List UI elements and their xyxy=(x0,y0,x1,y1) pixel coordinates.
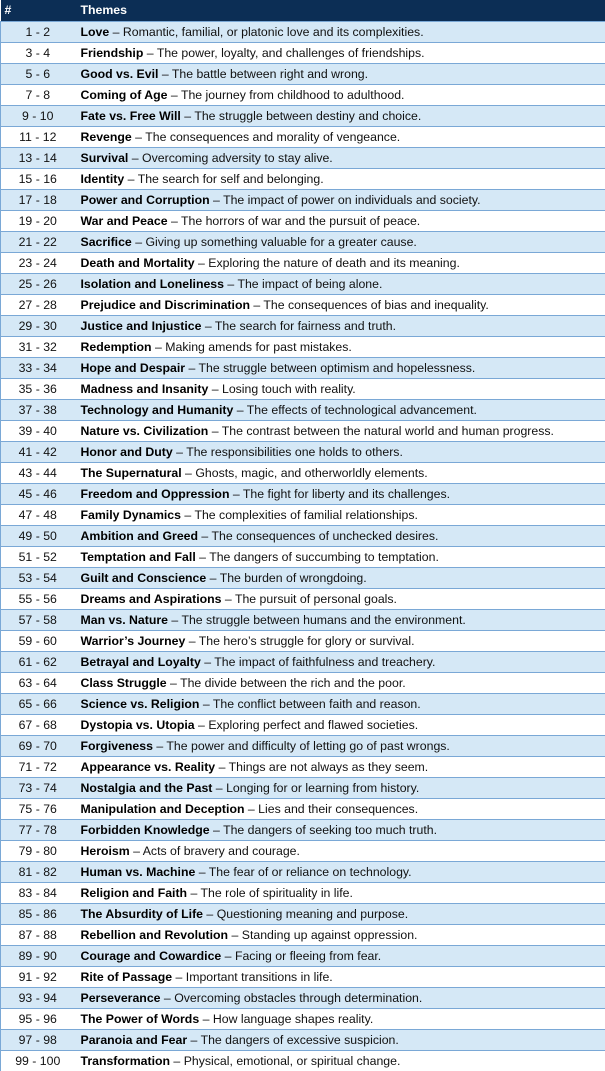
theme-cell: Sacrifice – Giving up something valuable for a greater cause. xyxy=(75,232,605,253)
table-row xyxy=(1,505,605,526)
theme-cell: Nature vs. Civilization – The contrast between the natural world and human progress. xyxy=(75,421,605,442)
table-row xyxy=(1,337,605,358)
table-row xyxy=(1,841,605,862)
range-cell: 71 - 72 xyxy=(1,757,75,778)
range-cell: 37 - 38 xyxy=(1,400,75,421)
range-cell: 11 - 12 xyxy=(1,127,75,148)
theme-description: The journey from childhood to adulthood. xyxy=(181,88,405,102)
range-cell: 19 - 20 xyxy=(1,211,75,232)
theme-title: War and Peace xyxy=(81,214,168,228)
theme-title: Redemption xyxy=(81,340,152,354)
range-cell: 5 - 6 xyxy=(1,64,75,85)
theme-title: Coming of Age xyxy=(81,88,168,102)
table-row xyxy=(1,526,605,547)
theme-cell: Isolation and Loneliness – The impact of being alone. xyxy=(75,274,605,295)
theme-cell: Rebellion and Revolution – Standing up against oppression. xyxy=(75,925,605,946)
range-cell: 33 - 34 xyxy=(1,358,75,379)
theme-title: Science vs. Religion xyxy=(81,697,200,711)
theme-description: Exploring perfect and flawed societies. xyxy=(208,718,418,732)
theme-description: The struggle between optimism and hopelessness. xyxy=(199,361,476,375)
theme-description: The divide between the rich and the poor. xyxy=(180,676,406,690)
theme-cell: Revenge – The consequences and morality of vengeance. xyxy=(75,127,605,148)
range-cell: 85 - 86 xyxy=(1,904,75,925)
table-row xyxy=(1,400,605,421)
table-row xyxy=(1,820,605,841)
theme-title: Temptation and Fall xyxy=(81,550,196,564)
theme-cell: Dreams and Aspirations – The pursuit of personal goals. xyxy=(75,589,605,610)
theme-description: Acts of bravery and courage. xyxy=(143,844,300,858)
range-cell: 67 - 68 xyxy=(1,715,75,736)
theme-title: Rebellion and Revolution xyxy=(81,928,229,942)
table-row xyxy=(1,652,605,673)
theme-description: The consequences and morality of vengeance. xyxy=(145,130,400,144)
theme-cell: Good vs. Evil – The battle between right and wrong. xyxy=(75,64,605,85)
theme-title: Manipulation and Deception xyxy=(81,802,245,816)
table-row xyxy=(1,904,605,925)
theme-description: The horrors of war and the pursuit of peace. xyxy=(181,214,420,228)
theme-description: The impact of faithfulness and treachery. xyxy=(214,655,435,669)
theme-description: Overcoming obstacles through determination. xyxy=(174,991,422,1005)
theme-title: Transformation xyxy=(81,1054,171,1068)
theme-description: The fear of or reliance on technology. xyxy=(209,865,412,879)
range-cell: 21 - 22 xyxy=(1,232,75,253)
theme-title: Forbidden Knowledge xyxy=(81,823,210,837)
theme-title: Hope and Despair xyxy=(81,361,186,375)
range-cell: 93 - 94 xyxy=(1,988,75,1009)
range-cell: 75 - 76 xyxy=(1,799,75,820)
theme-cell: Coming of Age – The journey from childhood to adulthood. xyxy=(75,85,605,106)
theme-title: Sacrifice xyxy=(81,235,132,249)
range-cell: 89 - 90 xyxy=(1,946,75,967)
theme-cell: Science vs. Religion – The conflict between faith and reason. xyxy=(75,694,605,715)
table-row xyxy=(1,925,605,946)
theme-title: Nature vs. Civilization xyxy=(81,424,209,438)
theme-title: Friendship xyxy=(81,46,144,60)
theme-description: The responsibilities one holds to others. xyxy=(186,445,403,459)
theme-title: Dreams and Aspirations xyxy=(81,592,222,606)
theme-description: Longing for or learning from history. xyxy=(226,781,419,795)
theme-cell: Technology and Humanity – The effects of technological advancement. xyxy=(75,400,605,421)
table-row xyxy=(1,43,605,64)
table-row xyxy=(1,64,605,85)
table-row xyxy=(1,778,605,799)
theme-cell: Death and Mortality – Exploring the nature of death and its meaning. xyxy=(75,253,605,274)
theme-cell: Nostalgia and the Past – Longing for or learning from history. xyxy=(75,778,605,799)
theme-cell: Hope and Despair – The struggle between optimism and hopelessness. xyxy=(75,358,605,379)
theme-cell: War and Peace – The horrors of war and the pursuit of peace. xyxy=(75,211,605,232)
range-cell: 65 - 66 xyxy=(1,694,75,715)
range-cell: 23 - 24 xyxy=(1,253,75,274)
theme-title: Power and Corruption xyxy=(81,193,210,207)
range-cell: 61 - 62 xyxy=(1,652,75,673)
theme-title: Forgiveness xyxy=(81,739,153,753)
theme-cell: The Supernatural – Ghosts, magic, and otherworldly elements. xyxy=(75,463,605,484)
theme-title: Survival xyxy=(81,151,129,165)
theme-title: Human vs. Machine xyxy=(81,865,196,879)
theme-cell: Paranoia and Fear – The dangers of excessive suspicion. xyxy=(75,1030,605,1051)
theme-description: The impact of being alone. xyxy=(237,277,382,291)
range-cell: 29 - 30 xyxy=(1,316,75,337)
theme-title: Death and Mortality xyxy=(81,256,195,270)
range-cell: 99 - 100 xyxy=(1,1051,75,1071)
range-cell: 51 - 52 xyxy=(1,547,75,568)
theme-title: Identity xyxy=(81,172,125,186)
theme-description: Questioning meaning and purpose. xyxy=(217,907,408,921)
theme-title: Rite of Passage xyxy=(81,970,173,984)
table-row xyxy=(1,22,605,43)
range-cell: 79 - 80 xyxy=(1,841,75,862)
theme-title: Paranoia and Fear xyxy=(81,1033,188,1047)
theme-title: Warrior’s Journey xyxy=(81,634,186,648)
theme-title: Freedom and Oppression xyxy=(81,487,230,501)
theme-description: The struggle between humans and the environment. xyxy=(181,613,465,627)
range-cell: 15 - 16 xyxy=(1,169,75,190)
theme-title: Dystopia vs. Utopia xyxy=(81,718,195,732)
header-themes: Themes xyxy=(75,0,605,22)
table-row xyxy=(1,1009,605,1030)
theme-description: The impact of power on individuals and society. xyxy=(223,193,480,207)
theme-description: Lies and their consequences. xyxy=(258,802,418,816)
table-row xyxy=(1,631,605,652)
theme-cell: The Power of Words – How language shapes reality. xyxy=(75,1009,605,1030)
theme-title: The Supernatural xyxy=(81,466,182,480)
theme-title: Honor and Duty xyxy=(81,445,173,459)
table-row xyxy=(1,169,605,190)
theme-description: Giving up something valuable for a greater cause. xyxy=(145,235,416,249)
theme-cell: Warrior’s Journey – The hero’s struggle for glory or survival. xyxy=(75,631,605,652)
theme-title: The Absurdity of Life xyxy=(81,907,204,921)
theme-description: The power and difficulty of letting go of past wrongs. xyxy=(166,739,449,753)
theme-description: The search for fairness and truth. xyxy=(215,319,396,333)
theme-cell: Forgiveness – The power and difficulty of letting go of past wrongs. xyxy=(75,736,605,757)
range-cell: 95 - 96 xyxy=(1,1009,75,1030)
range-cell: 45 - 46 xyxy=(1,484,75,505)
theme-description: The contrast between the natural world and human progress. xyxy=(222,424,554,438)
table-row xyxy=(1,883,605,904)
table-row xyxy=(1,274,605,295)
range-cell: 49 - 50 xyxy=(1,526,75,547)
table-row xyxy=(1,736,605,757)
table-row xyxy=(1,568,605,589)
theme-description: The power, loyalty, and challenges of friendships. xyxy=(157,46,425,60)
theme-description: Facing or fleeing from fear. xyxy=(235,949,381,963)
table-row xyxy=(1,127,605,148)
theme-description: The hero’s struggle for glory or survival. xyxy=(199,634,415,648)
table-row xyxy=(1,673,605,694)
table-row xyxy=(1,1051,605,1071)
theme-cell: Ambition and Greed – The consequences of unchecked desires. xyxy=(75,526,605,547)
theme-title: Technology and Humanity xyxy=(81,403,234,417)
range-cell: 59 - 60 xyxy=(1,631,75,652)
theme-title: Nostalgia and the Past xyxy=(81,781,213,795)
table-row xyxy=(1,442,605,463)
header-number: # xyxy=(1,0,75,22)
range-cell: 1 - 2 xyxy=(1,22,75,43)
theme-cell: Class Struggle – The divide between the rich and the poor. xyxy=(75,673,605,694)
theme-description: The consequences of bias and inequality. xyxy=(263,298,488,312)
theme-cell: Prejudice and Discrimination – The consequences of bias and inequality. xyxy=(75,295,605,316)
theme-description: The consequences of unchecked desires. xyxy=(211,529,438,543)
range-cell: 77 - 78 xyxy=(1,820,75,841)
table-row xyxy=(1,946,605,967)
range-cell: 3 - 4 xyxy=(1,43,75,64)
table-row xyxy=(1,421,605,442)
theme-description: The dangers of seeking too much truth. xyxy=(223,823,437,837)
theme-description: Things are not always as they seem. xyxy=(229,760,429,774)
table-row xyxy=(1,463,605,484)
table-row xyxy=(1,967,605,988)
theme-title: Guilt and Conscience xyxy=(81,571,207,585)
range-cell: 31 - 32 xyxy=(1,337,75,358)
theme-description: The conflict between faith and reason. xyxy=(213,697,421,711)
table-row xyxy=(1,190,605,211)
theme-cell: Freedom and Oppression – The fight for liberty and its challenges. xyxy=(75,484,605,505)
theme-title: Ambition and Greed xyxy=(81,529,199,543)
table-row xyxy=(1,547,605,568)
table-row xyxy=(1,862,605,883)
theme-title: Madness and Insanity xyxy=(81,382,209,396)
table-row xyxy=(1,715,605,736)
table-row xyxy=(1,589,605,610)
theme-cell: Courage and Cowardice – Facing or fleeing from fear. xyxy=(75,946,605,967)
range-cell: 53 - 54 xyxy=(1,568,75,589)
theme-cell: Justice and Injustice – The search for fairness and truth. xyxy=(75,316,605,337)
theme-title: Prejudice and Discrimination xyxy=(81,298,250,312)
theme-cell: Survival – Overcoming adversity to stay alive. xyxy=(75,148,605,169)
theme-cell: Identity – The search for self and belonging. xyxy=(75,169,605,190)
theme-description: The complexities of familial relationships. xyxy=(194,508,418,522)
range-cell: 83 - 84 xyxy=(1,883,75,904)
theme-title: Religion and Faith xyxy=(81,886,188,900)
range-cell: 91 - 92 xyxy=(1,967,75,988)
theme-description: The search for self and belonging. xyxy=(138,172,324,186)
table-row xyxy=(1,232,605,253)
theme-cell: Redemption – Making amends for past mistakes. xyxy=(75,337,605,358)
theme-cell: Love – Romantic, familial, or platonic love and its complexities. xyxy=(75,22,605,43)
range-cell: 73 - 74 xyxy=(1,778,75,799)
theme-description: The dangers of excessive suspicion. xyxy=(201,1033,399,1047)
theme-description: Standing up against oppression. xyxy=(242,928,418,942)
theme-title: Justice and Injustice xyxy=(81,319,202,333)
table-row xyxy=(1,358,605,379)
theme-cell: Betrayal and Loyalty – The impact of faithfulness and treachery. xyxy=(75,652,605,673)
range-cell: 9 - 10 xyxy=(1,106,75,127)
theme-cell: Power and Corruption – The impact of power on individuals and society. xyxy=(75,190,605,211)
theme-title: Revenge xyxy=(81,130,132,144)
theme-cell: Honor and Duty – The responsibilities one holds to others. xyxy=(75,442,605,463)
range-cell: 87 - 88 xyxy=(1,925,75,946)
theme-description: Exploring the nature of death and its meaning. xyxy=(208,256,460,270)
table-row xyxy=(1,211,605,232)
theme-cell: Manipulation and Deception – Lies and their consequences. xyxy=(75,799,605,820)
range-cell: 81 - 82 xyxy=(1,862,75,883)
table-row xyxy=(1,295,605,316)
theme-cell: Man vs. Nature – The struggle between humans and the environment. xyxy=(75,610,605,631)
range-cell: 35 - 36 xyxy=(1,379,75,400)
theme-description: Romantic, familial, or platonic love and its complexities. xyxy=(123,25,424,39)
table-row xyxy=(1,85,605,106)
theme-description: How language shapes reality. xyxy=(213,1012,373,1026)
range-cell: 69 - 70 xyxy=(1,736,75,757)
theme-description: The burden of wrongdoing. xyxy=(220,571,367,585)
theme-title: Class Struggle xyxy=(81,676,167,690)
table-row xyxy=(1,694,605,715)
theme-cell: Religion and Faith – The role of spirituality in life. xyxy=(75,883,605,904)
table-row xyxy=(1,379,605,400)
range-cell: 55 - 56 xyxy=(1,589,75,610)
theme-description: Physical, emotional, or spiritual change. xyxy=(184,1054,401,1068)
theme-cell: Heroism – Acts of bravery and courage. xyxy=(75,841,605,862)
theme-cell: Perseverance – Overcoming obstacles through determination. xyxy=(75,988,605,1009)
theme-cell: Forbidden Knowledge – The dangers of seeking too much truth. xyxy=(75,820,605,841)
theme-description: Losing touch with reality. xyxy=(222,382,356,396)
theme-description: The struggle between destiny and choice. xyxy=(194,109,421,123)
theme-description: Important transitions in life. xyxy=(186,970,333,984)
theme-title: Good vs. Evil xyxy=(81,67,159,81)
table-row xyxy=(1,316,605,337)
theme-cell: Transformation – Physical, emotional, or spiritual change. xyxy=(75,1051,605,1071)
theme-title: Isolation and Loneliness xyxy=(81,277,225,291)
theme-title: Man vs. Nature xyxy=(81,613,168,627)
range-cell: 7 - 8 xyxy=(1,85,75,106)
table-row xyxy=(1,253,605,274)
theme-cell: Fate vs. Free Will – The struggle between destiny and choice. xyxy=(75,106,605,127)
theme-description: The role of spirituality in life. xyxy=(201,886,353,900)
theme-title: Perseverance xyxy=(81,991,161,1005)
theme-title: Betrayal and Loyalty xyxy=(81,655,201,669)
theme-description: The battle between right and wrong. xyxy=(172,67,368,81)
table-row xyxy=(1,106,605,127)
theme-description: The effects of technological advancement. xyxy=(247,403,477,417)
theme-cell: Guilt and Conscience – The burden of wrongdoing. xyxy=(75,568,605,589)
range-cell: 25 - 26 xyxy=(1,274,75,295)
table-row xyxy=(1,1030,605,1051)
theme-description: The dangers of succumbing to temptation. xyxy=(209,550,439,564)
theme-cell: The Absurdity of Life – Questioning meaning and purpose. xyxy=(75,904,605,925)
theme-cell: Appearance vs. Reality – Things are not always as they seem. xyxy=(75,757,605,778)
table-row xyxy=(1,757,605,778)
theme-title: The Power of Words xyxy=(81,1012,200,1026)
range-cell: 39 - 40 xyxy=(1,421,75,442)
theme-title: Courage and Cowardice xyxy=(81,949,222,963)
range-cell: 27 - 28 xyxy=(1,295,75,316)
range-cell: 47 - 48 xyxy=(1,505,75,526)
range-cell: 13 - 14 xyxy=(1,148,75,169)
range-cell: 57 - 58 xyxy=(1,610,75,631)
theme-cell: Family Dynamics – The complexities of familial relationships. xyxy=(75,505,605,526)
theme-title: Family Dynamics xyxy=(81,508,181,522)
range-cell: 41 - 42 xyxy=(1,442,75,463)
table-row xyxy=(1,148,605,169)
range-cell: 43 - 44 xyxy=(1,463,75,484)
theme-title: Appearance vs. Reality xyxy=(81,760,216,774)
header-row xyxy=(1,0,605,22)
theme-description: Ghosts, magic, and otherworldly elements. xyxy=(195,466,427,480)
theme-title: Fate vs. Free Will xyxy=(81,109,181,123)
table-row xyxy=(1,799,605,820)
theme-title: Heroism xyxy=(81,844,130,858)
theme-cell: Friendship – The power, loyalty, and challenges of friendships. xyxy=(75,43,605,64)
range-cell: 17 - 18 xyxy=(1,190,75,211)
theme-description: The pursuit of personal goals. xyxy=(235,592,397,606)
theme-cell: Temptation and Fall – The dangers of succumbing to temptation. xyxy=(75,547,605,568)
theme-description: Making amends for past mistakes. xyxy=(165,340,352,354)
theme-description: Overcoming adversity to stay alive. xyxy=(142,151,333,165)
theme-cell: Rite of Passage – Important transitions in life. xyxy=(75,967,605,988)
table-row xyxy=(1,988,605,1009)
table-row xyxy=(1,484,605,505)
range-cell: 97 - 98 xyxy=(1,1030,75,1051)
theme-cell: Dystopia vs. Utopia – Exploring perfect and flawed societies. xyxy=(75,715,605,736)
range-cell: 63 - 64 xyxy=(1,673,75,694)
table-row xyxy=(1,610,605,631)
theme-title: Love xyxy=(81,25,110,39)
theme-cell: Madness and Insanity – Losing touch with reality. xyxy=(75,379,605,400)
theme-description: The fight for liberty and its challenges. xyxy=(243,487,450,501)
theme-cell: Human vs. Machine – The fear of or reliance on technology. xyxy=(75,862,605,883)
